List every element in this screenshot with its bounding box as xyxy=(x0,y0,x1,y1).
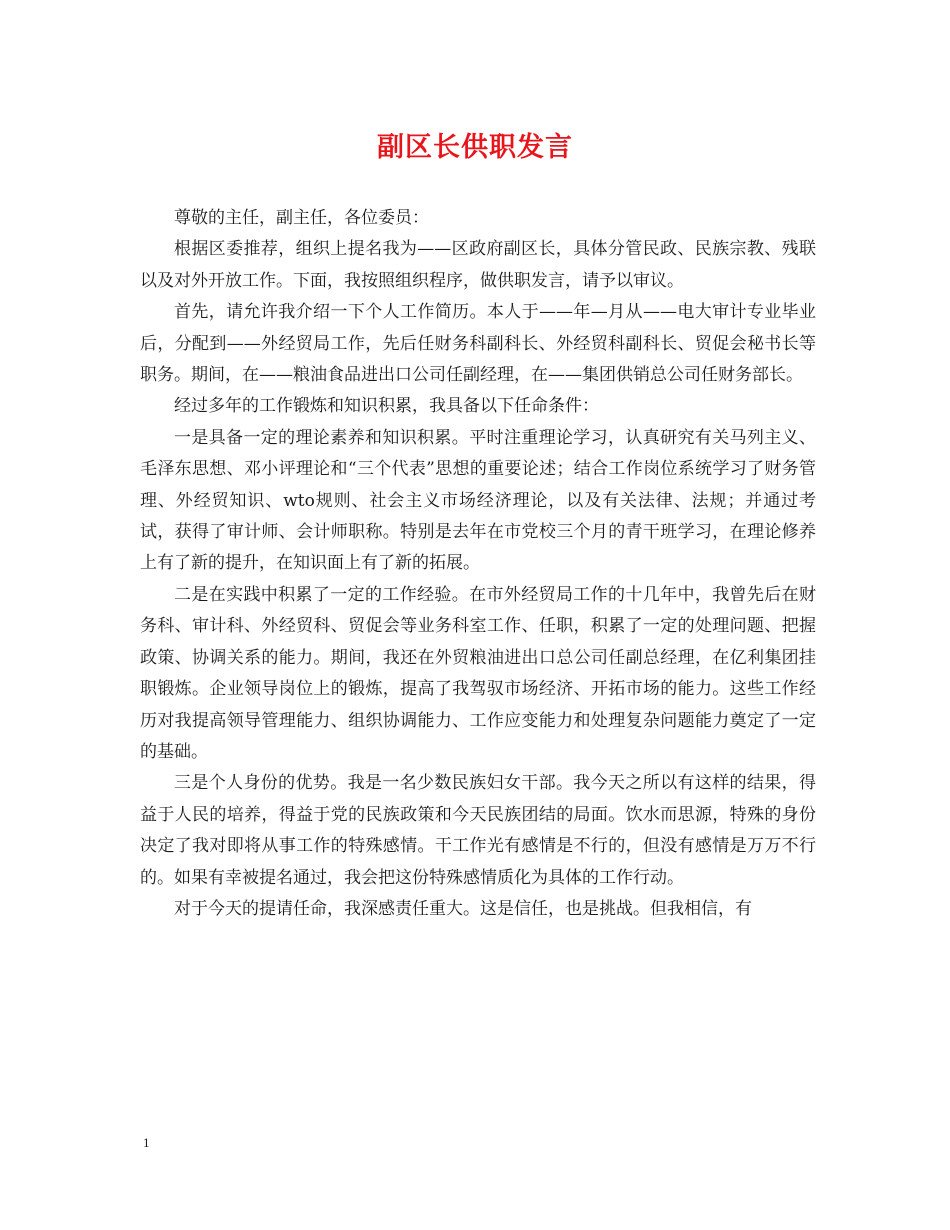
body-paragraph: 一是具备一定的理论素养和知识积累。平时注重理论学习，认真研究有关马列主义、毛泽东思想、邓小评理论和“三个代表”思想的重要论述；结合工作岗位系统学习了财务管理、外经贸知识、wto规则、社会主义市场经济理论，以及有关法律、法规；并通过考试，获得了审计师、会计师职称。特别是去年在市党校三个月的青干班学习，在理论修养上有了新的提升，在知识面上有了新的拓展。 xyxy=(140,427,816,574)
body-paragraph: 经过多年的工作锻炼和知识积累，我具备以下任命条件： xyxy=(174,396,599,417)
body-paragraph: 首先，请允许我介绍一下个人工作简历。本人于——年—月从——电大审计专业毕业后，分配到——外经贸局工作，先后任财务科副科长、外经贸科副科长、贸促会秘书长等职务。期间，在——粮油食品进出口公司任副经理，在——集团供销总公司任财务部长。 xyxy=(140,302,816,386)
body-paragraph: 对于今天的提请任命，我深感责任重大。这是信任，也是挑战。但我相信，有 xyxy=(174,898,752,919)
page-number: 1 xyxy=(143,1135,150,1150)
body-paragraph: 三是个人身份的优势。我是一名少数民族妇女干部。我今天之所以有这样的结果，得益于人民的培养，得益于党的民族政策和今天民族团结的局面。饮水而思源，特殊的身份决定了我对即将从事工作的特殊感情。干工作光有感情是不行的，但没有感情是万万不行的。如果有幸被提名通过，我会把这份特殊感情质化为具体的工作行动。 xyxy=(140,773,816,888)
document-title: 副区长供职发言 xyxy=(377,132,573,163)
body-paragraph: 二是在实践中积累了一定的工作经验。在市外经贸局工作的十几年中，我曾先后在财务科、审计科、外经贸科、贸促会等业务科室工作、任职，积累了一定的处理问题、把握政策、协调关系的能力。期间，我还在外贸粮油进出口总公司任副总经理，在亿利集团挂职锻炼。企业领导岗位上的锻炼，提高了我驾驭市场经济、开拓市场的能力。这些工作经历对我提高领导管理能力、组织协调能力、工作应变能力和处理复杂问题能力奠定了一定的基础。 xyxy=(140,584,816,762)
salutation-paragraph: 尊敬的主任，副主任，各位委员： xyxy=(174,208,429,228)
document-body xyxy=(140,203,816,925)
body-paragraph: 根据区委推荐，组织上提名我为——区政府副区长，具体分管民政、民族宗教、残联以及对外开放工作。下面，我按照组织程序，做供职发言，请予以审议。 xyxy=(140,239,816,291)
